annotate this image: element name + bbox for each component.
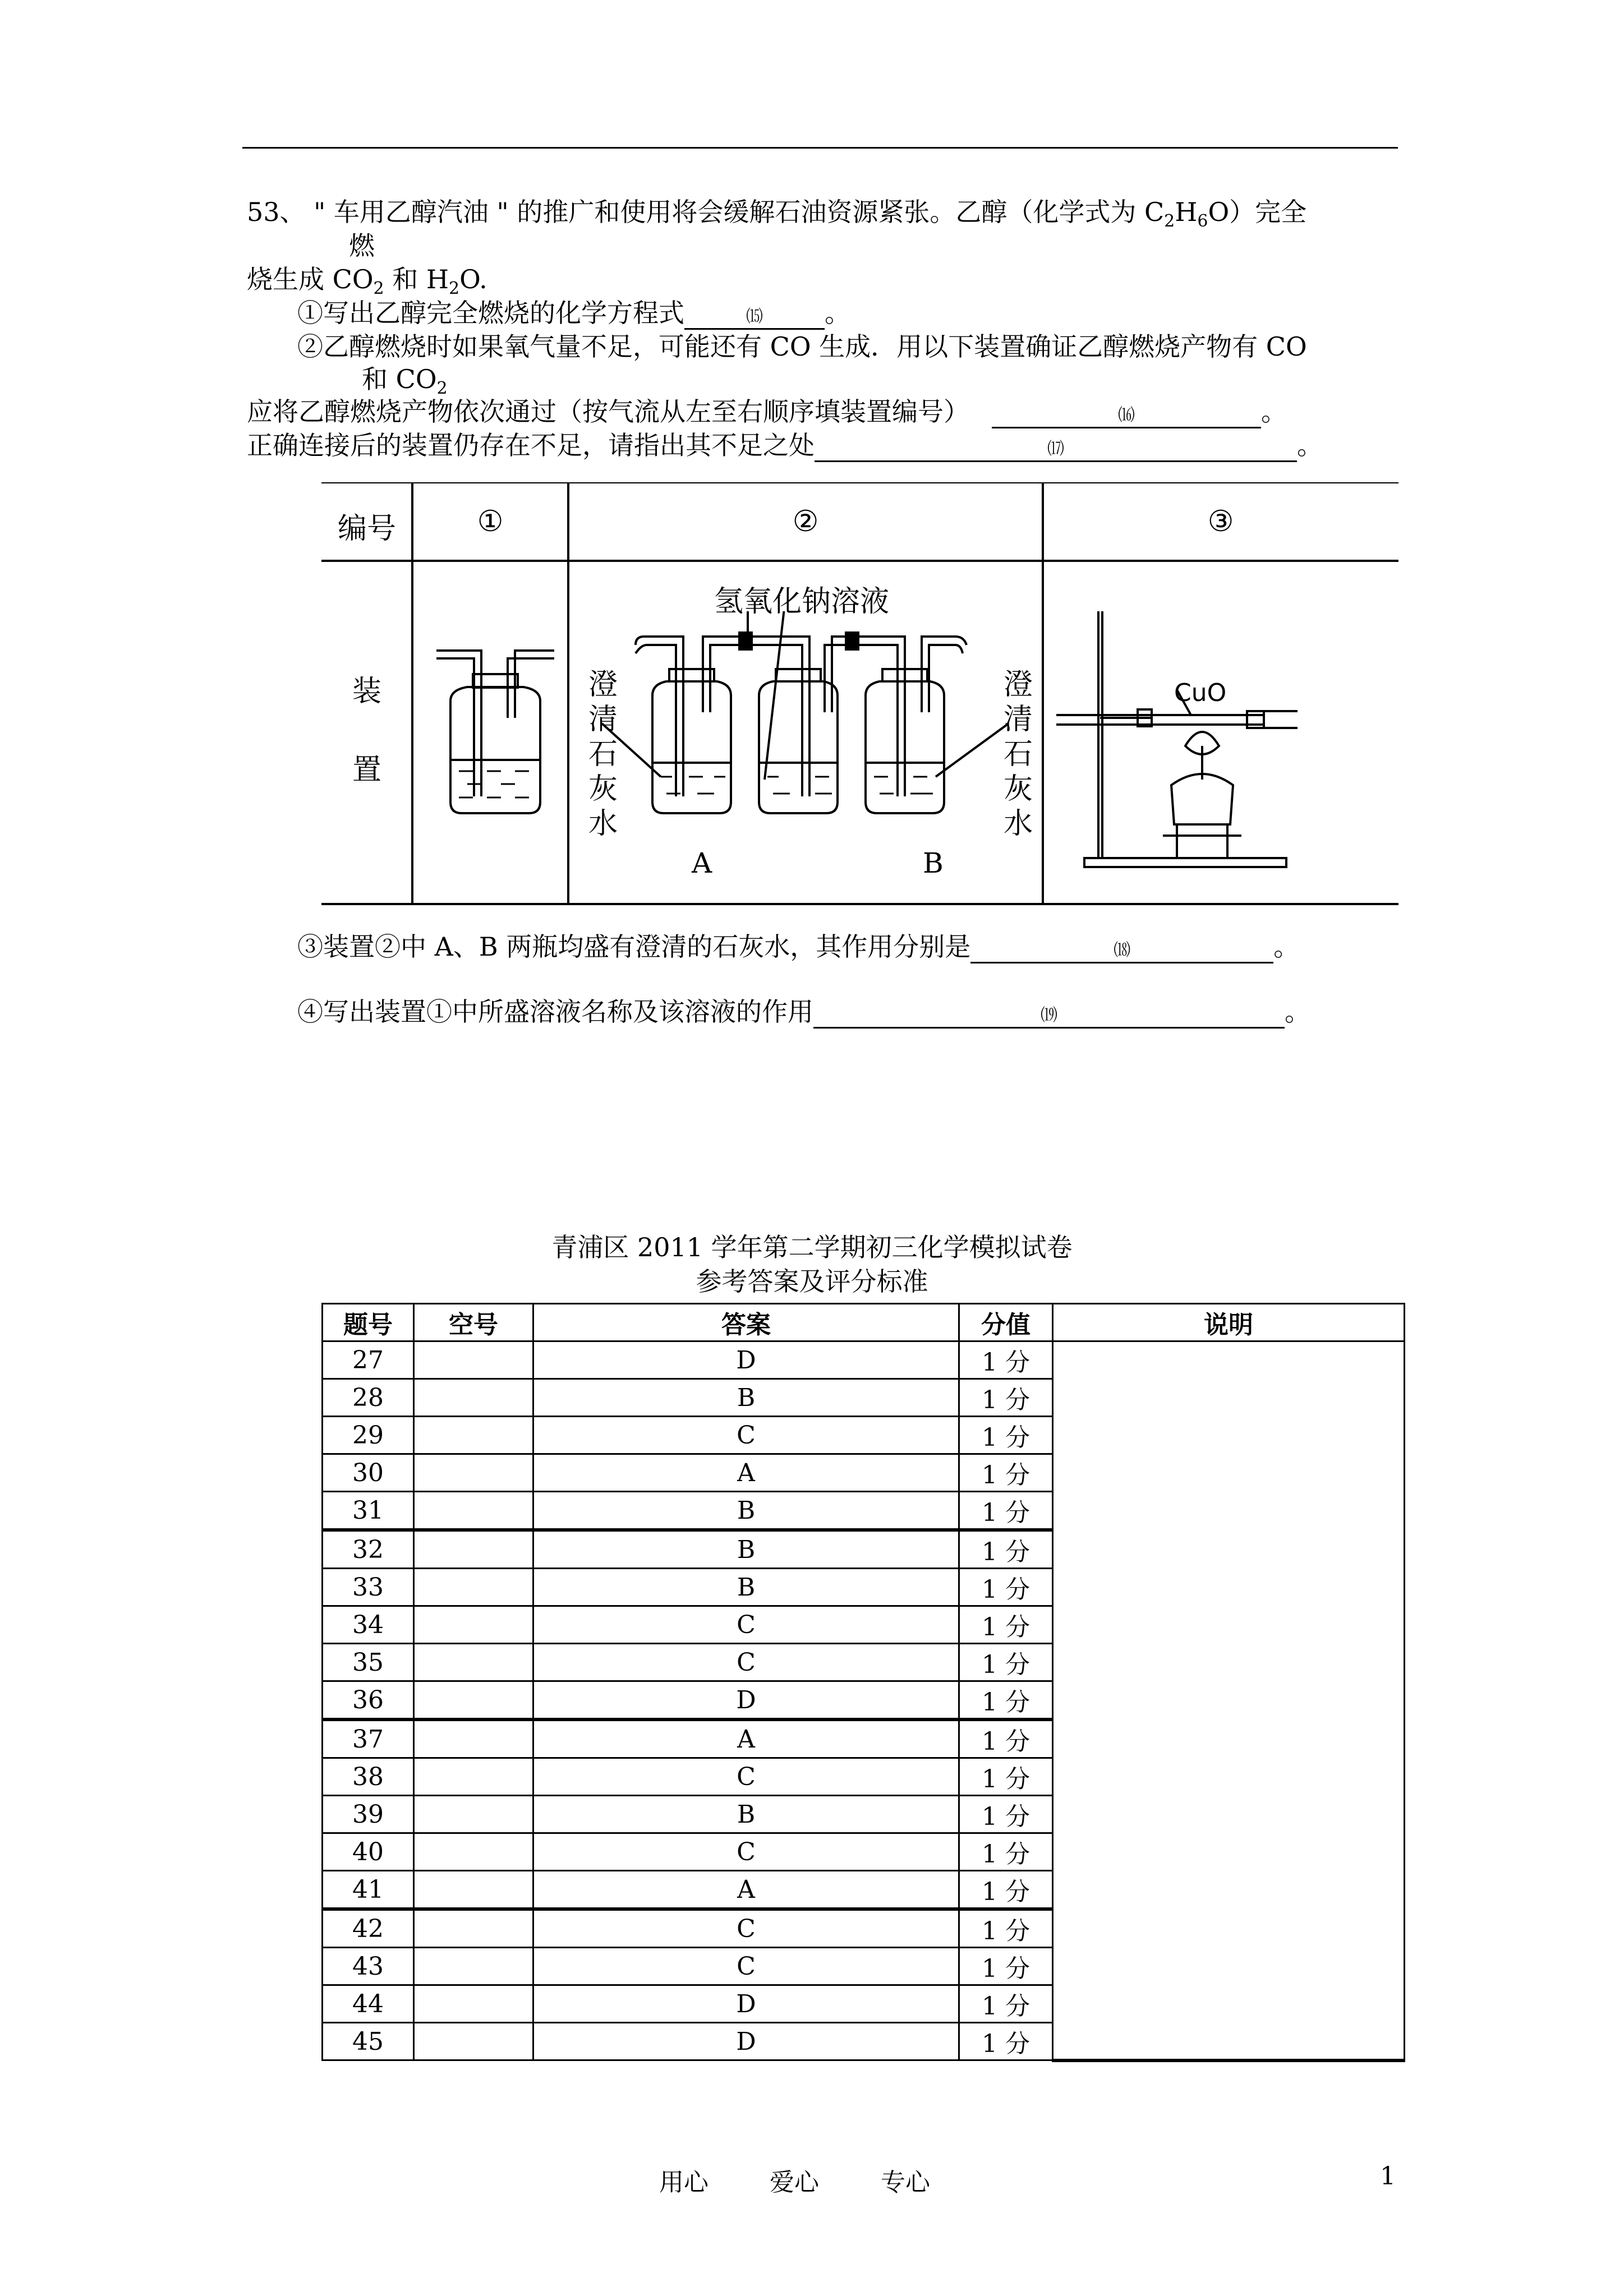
- answer-cell: C: [533, 1417, 959, 1454]
- question-no-cell: 29: [323, 1417, 414, 1454]
- blank-no-cell: [414, 1681, 533, 1720]
- blank-no-cell: [414, 1379, 533, 1417]
- score-cell: 1 分: [959, 1454, 1053, 1492]
- question-6: ④写出装置①中所盛溶液名称及该溶液的作用 ⒆ 。: [297, 996, 1310, 1029]
- answer-table: [321, 1303, 1405, 2062]
- score-cell: 1 分: [959, 1681, 1053, 1720]
- blank-18[interactable]: ⒅: [970, 939, 1273, 963]
- blank-no-cell: [414, 1644, 533, 1681]
- score-cell: 1 分: [959, 1569, 1053, 1606]
- score-cell: 1 分: [959, 1758, 1053, 1796]
- blank-16[interactable]: ⒃: [992, 404, 1261, 428]
- answer-cell: A: [533, 1871, 959, 1910]
- question-line-1: 53、 " 车用乙醇汽油 " 的推广和使用将会缓解石油资源紧张。乙醇（化学式为 $C_2H_6O$）完全: [247, 197, 1307, 232]
- answer-cell: B: [533, 1492, 959, 1530]
- score-cell: 1 分: [959, 1644, 1053, 1681]
- blank-no-cell: [414, 1909, 533, 1948]
- score-cell: 1 分: [959, 1909, 1053, 1948]
- limewater-label-left: 澄 清 石 灰 水: [588, 668, 618, 841]
- question-4: 正确连接后的装置仍存在不足，请指出其不足之处 ⒄ 。: [247, 430, 1323, 462]
- blank-no-cell: [414, 2023, 533, 2060]
- header-number: 编号: [337, 512, 396, 546]
- question-no-cell: 34: [323, 1606, 414, 1644]
- header-blank-no: 空号: [414, 1304, 533, 1341]
- answer-cell: A: [533, 1719, 959, 1758]
- blank-17[interactable]: ⒄: [815, 438, 1297, 462]
- score-cell: 1 分: [959, 1985, 1053, 2023]
- question-no-cell: 45: [323, 2023, 414, 2060]
- question-no-cell: 36: [323, 1681, 414, 1720]
- blank-no-cell: [414, 1530, 533, 1569]
- apparatus-table: [321, 482, 1398, 909]
- question-no-cell: 30: [323, 1454, 414, 1492]
- cuo-label: CuO: [1174, 679, 1227, 707]
- blank-19[interactable]: ⒆: [813, 1004, 1285, 1029]
- score-cell: 1 分: [959, 1871, 1053, 1910]
- question-no-cell: 44: [323, 1985, 414, 2023]
- answer-cell: C: [533, 1909, 959, 1948]
- question-2-wrap: 和 $CO_2$: [362, 364, 448, 399]
- question-3: 应将乙醇燃烧产物依次通过（按气流从左至右顺序填装置编号） ⒃ 。: [247, 396, 1287, 428]
- header-notes: 说明: [1053, 1304, 1405, 1341]
- question-no-cell: 32: [323, 1530, 414, 1569]
- cuo-heating-apparatus: [1051, 578, 1398, 892]
- score-cell: 1 分: [959, 1379, 1053, 1417]
- question-2: ②乙醇燃烧时如果氧气量不足，可能还有 CO 生成．用以下装置确证乙醇燃烧产物有 CO: [297, 331, 1307, 362]
- footer-slogan-1: 用心: [659, 2168, 709, 2197]
- answer-cell: D: [533, 2023, 959, 2060]
- bottle-train-diagram: [568, 611, 1043, 836]
- header-answer: 答案: [533, 1304, 959, 1341]
- page-number: 1: [1380, 2162, 1396, 2191]
- question-no-cell: 35: [323, 1644, 414, 1681]
- answer-cell: D: [533, 1681, 959, 1720]
- gas-washing-bottle-1: [434, 639, 557, 819]
- answer-cell: C: [533, 1948, 959, 1985]
- answer-cell: B: [533, 1379, 959, 1417]
- question-no-cell: 43: [323, 1948, 414, 1985]
- header-col-3: ③: [1207, 505, 1234, 538]
- question-no-cell: 37: [323, 1719, 414, 1758]
- blank-no-cell: [414, 1606, 533, 1644]
- footer-slogan-2: 爱心: [770, 2168, 819, 2197]
- score-cell: 1 分: [959, 1833, 1053, 1871]
- bottle-a-label: A: [692, 847, 712, 879]
- score-cell: 1 分: [959, 1492, 1053, 1530]
- blank-no-cell: [414, 1796, 533, 1833]
- blank-no-cell: [414, 1454, 533, 1492]
- question-no-cell: 33: [323, 1569, 414, 1606]
- limewater-label-right: 澄 清 石 灰 水: [1003, 668, 1033, 841]
- blank-no-cell: [414, 1341, 533, 1379]
- question-no-cell: 40: [323, 1833, 414, 1871]
- blank-no-cell: [414, 1492, 533, 1530]
- score-cell: 1 分: [959, 1719, 1053, 1758]
- row-label-1: 装: [352, 675, 381, 708]
- header-question-no: 题号: [323, 1304, 414, 1341]
- answer-key-subtitle: 参考答案及评分标准: [696, 1266, 928, 1297]
- answer-cell: A: [533, 1454, 959, 1492]
- blank-15[interactable]: ⒂: [684, 306, 825, 330]
- score-cell: 1 分: [959, 1796, 1053, 1833]
- answer-key-title: 青浦区 2011 学年第二学期初三化学模拟试卷: [551, 1232, 1073, 1262]
- question-no-cell: 31: [323, 1492, 414, 1530]
- table-row: [323, 1341, 1405, 1379]
- blank-no-cell: [414, 1417, 533, 1454]
- blank-no-cell: [414, 1719, 533, 1758]
- answer-cell: B: [533, 1796, 959, 1833]
- header-score: 分值: [959, 1304, 1053, 1341]
- answer-cell: C: [533, 1606, 959, 1644]
- question-1: ①写出乙醇完全燃烧的化学方程式 ⒂ 。: [297, 297, 850, 330]
- score-cell: 1 分: [959, 2023, 1053, 2060]
- blank-no-cell: [414, 1948, 533, 1985]
- blank-no-cell: [414, 1871, 533, 1910]
- answer-cell: D: [533, 1985, 959, 2023]
- header-rule: [242, 147, 1398, 149]
- question-no-cell: 39: [323, 1796, 414, 1833]
- question-line-1-wrap: 燃: [349, 230, 375, 261]
- question-line-2: 烧生成 $CO_2$ 和 $H_2O$.: [247, 264, 487, 299]
- footer-slogan-3: 专心: [881, 2168, 930, 2197]
- header-col-1: ①: [477, 505, 504, 538]
- question-no-cell: 27: [323, 1341, 414, 1379]
- notes-cell: [1053, 1341, 1405, 2060]
- blank-no-cell: [414, 1569, 533, 1606]
- answer-table-header: [323, 1304, 1405, 1341]
- score-cell: 1 分: [959, 1606, 1053, 1644]
- score-cell: 1 分: [959, 1341, 1053, 1379]
- blank-no-cell: [414, 1985, 533, 2023]
- header-col-2: ②: [792, 505, 819, 538]
- score-cell: 1 分: [959, 1417, 1053, 1454]
- blank-no-cell: [414, 1758, 533, 1796]
- naoh-label: 氢氧化钠溶液: [714, 585, 890, 619]
- answer-cell: D: [533, 1341, 959, 1379]
- answer-cell: C: [533, 1758, 959, 1796]
- row-label-2: 置: [352, 753, 381, 787]
- answer-cell: B: [533, 1530, 959, 1569]
- question-no-cell: 28: [323, 1379, 414, 1417]
- question-no-cell: 41: [323, 1871, 414, 1910]
- score-cell: 1 分: [959, 1948, 1053, 1985]
- question-5: ③装置②中 A、B 两瓶均盛有澄清的石灰水，其作用分别是 ⒅ 。: [297, 931, 1299, 963]
- question-no-cell: 42: [323, 1909, 414, 1948]
- question-no-cell: 38: [323, 1758, 414, 1796]
- answer-cell: B: [533, 1569, 959, 1606]
- blank-no-cell: [414, 1833, 533, 1871]
- answer-cell: C: [533, 1833, 959, 1871]
- bottle-b-label: B: [923, 847, 944, 879]
- answer-cell: C: [533, 1644, 959, 1681]
- score-cell: 1 分: [959, 1530, 1053, 1569]
